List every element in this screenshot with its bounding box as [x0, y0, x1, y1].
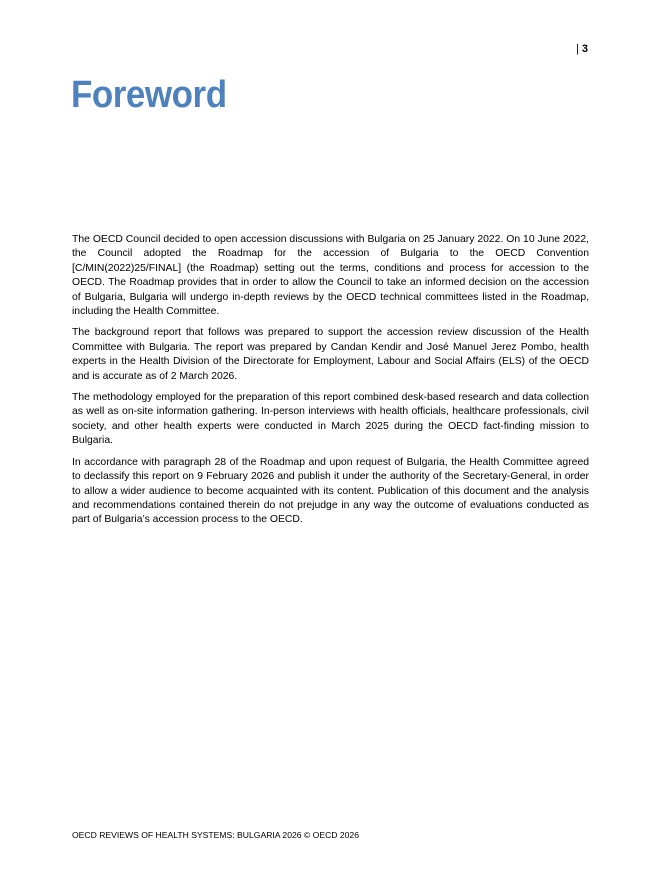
paragraph: In accordance with paragraph 28 of the Roadmap and upon request of Bulgaria, the Health Committee agreed to declassify this report on 9 February 2026 and publish it under the authority of the Secretary-General, in order to allow a wider audience to become acquainted with its content. Publication of this document and the analysis and recommendations contained therein do not prejudge in any way the outcome of evaluations conducted as part of Bulgaria’s accession process to the OECD. — [72, 456, 589, 526]
page-number-value: 3 — [581, 43, 588, 55]
page-number-divider: | — [576, 43, 579, 55]
paragraph: The methodology employed for the preparation of this report combined desk-based research and data collection as well as on-site information gathering. In-person interviews with health officials, healthcare professionals, civil society, and other health experts were conducted in March 2025 during the OECD fact-finding mission to Bulgaria. — [72, 392, 589, 447]
foreword-body — [72, 233, 589, 535]
paragraph: The background report that follows was prepared to support the accession review discussion of the Health Committee with Bulgaria. The report was prepared by Candan Kendir and José Manuel Jerez Pombo, health experts in the Health Division of the Directorate for Employment, Labour and Social Affairs (ELS) of the OECD and is accurate as of 2 March 2026. — [72, 327, 589, 382]
paragraph: The OECD Council decided to open accession discussions with Bulgaria on 25 January 2022. On 10 June 2022, the Council adopted the Roadmap for the accession of Bulgaria to the OECD Convention [C/MIN(2022)25/FINAL] (the Roadmap) setting out the terms, conditions and process for accession to the OECD. The Roadmap provides that in order to allow the Council to take an informed decision on the accession of Bulgaria, Bulgaria will undergo in-depth reviews by the OECD technical committees listed in the Roadmap, including the Health Committee. — [72, 234, 589, 318]
page-title: Foreword — [71, 74, 227, 116]
page-footer: OECD REVIEWS OF HEALTH SYSTEMS: BULGARIA 2026 © OECD 2026 — [72, 830, 359, 840]
page-number — [576, 43, 588, 55]
